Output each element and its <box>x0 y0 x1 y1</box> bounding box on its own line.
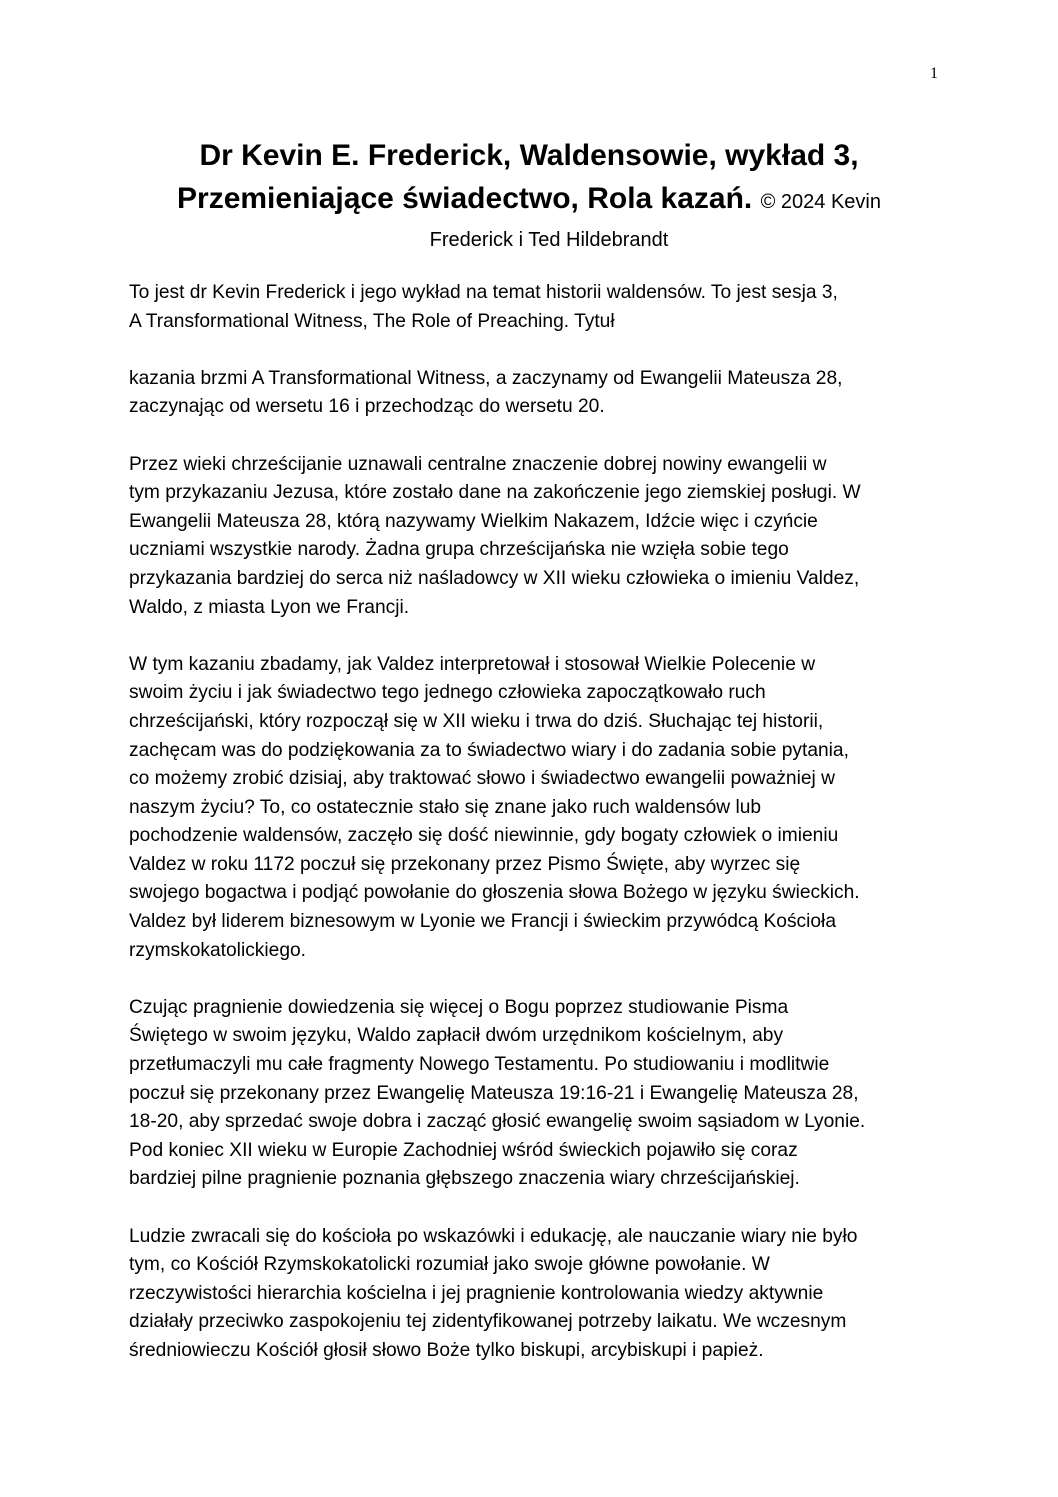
page-number: 1 <box>930 65 938 82</box>
body-text <box>129 279 949 1394</box>
text-line: co możemy zrobić dzisiaj, aby traktować słowo i świadectwo ewangelii poważniej w <box>129 768 835 790</box>
text-line: tym przykazaniu Jezusa, które zostało dane na zakończenie jego ziemskiej posługi. W <box>129 482 861 504</box>
text-line: Przez wieki chrześcijanie uznawali centralne znaczenie dobrej nowiny ewangelii w <box>129 453 827 475</box>
text-line: swojego bogactwa i podjąć powołanie do głoszenia słowa Bożego w języku świeckich. <box>129 882 860 904</box>
copyright-notice: © 2024 Kevin <box>760 191 881 213</box>
paragraph-1 <box>129 279 949 336</box>
text-line: Pod koniec XII wieku w Europie Zachodniej wśród świeckich pojawiło się coraz <box>129 1139 798 1161</box>
text-line: Czując pragnienie dowiedzenia się więcej o Bogu poprzez studiowanie Pisma <box>129 996 789 1018</box>
text-line: Ewangelii Mateusza 28, którą nazywamy Wielkim Nakazem, Idźcie więc i czyńcie <box>129 510 818 532</box>
text-line: W tym kazaniu zbadamy, jak Valdez interpretował i stosował Wielkie Polecenie w <box>129 653 816 675</box>
paragraph-4 <box>129 651 949 966</box>
text-line: pochodzenie waldensów, zaczęło się dość niewinnie, gdy bogaty człowiek o imieniu <box>129 825 839 847</box>
paragraph-2 <box>129 365 949 422</box>
text-line: przetłumaczyli mu całe fragmenty Nowego Testamentu. Po studiowaniu i modlitwie <box>129 1054 830 1076</box>
text-line: działały przeciwko zaspokojeniu tej zidentyfikowanej potrzeby laikatu. We wczesnym <box>129 1311 847 1333</box>
text-line: Valdez był liderem biznesowym w Lyonie we Francji i świeckim przywódcą Kościoła <box>129 911 836 933</box>
text-line: uczniami wszystkie narody. Żadna grupa chrześcijańska nie wzięła sobie tego <box>129 539 789 561</box>
text-line: bardziej pilne pragnienie poznania głębszego znaczenia wiary chrześcijańskiej. <box>129 1168 800 1190</box>
text-line: rzymskokatolickiego. <box>129 939 307 961</box>
text-line: swoim życiu i jak świadectwo tego jednego człowieka zapoczątkowało ruch <box>129 682 766 704</box>
text-line: zaczynając od wersetu 16 i przechodząc do wersetu 20. <box>129 396 605 418</box>
text-line: kazania brzmi A Transformational Witness, a zaczynamy od Ewangelii Mateusza 28, <box>129 367 843 389</box>
title-line-2 <box>100 177 958 224</box>
text-line: przykazania bardziej do serca niż naśladowcy w XII wieku człowieka o imieniu Valdez, <box>129 567 860 589</box>
text-line: tym, co Kościół Rzymskokatolicki rozumiał jako swoje główne powołanie. W <box>129 1254 770 1276</box>
paragraph-5 <box>129 994 949 1194</box>
text-line: naszym życiu? To, co ostatecznie stało się znane jako ruch waldensów lub <box>129 796 762 818</box>
text-line: To jest dr Kevin Frederick i jego wykład na temat historii waldensów. To jest sesja 3, <box>129 282 838 303</box>
title-line-2-text: Przemieniające świadectwo, Rola kazań. <box>177 182 753 215</box>
paragraph-3 <box>129 451 949 623</box>
text-line: A Transformational Witness, The Role of Preaching. Tytuł <box>129 310 615 332</box>
text-line: Waldo, z miasta Lyon we Francji. <box>129 596 410 618</box>
document-title <box>100 134 958 255</box>
text-line: Valdez w roku 1172 poczuł się przekonany przez Pismo Święte, aby wyrzec się <box>129 853 801 875</box>
paragraph-6 <box>129 1223 949 1366</box>
author-credit: Frederick i Ted Hildebrandt <box>429 229 669 251</box>
text-line: poczuł się przekonany przez Ewangelię Mateusza 19:16-21 i Ewangelię Mateusza 28, <box>129 1082 859 1104</box>
text-line: rzeczywistości hierarchia kościelna i jej pragnienie kontrolowania wiedzy aktywnie <box>129 1282 824 1304</box>
text-line: średniowieczu Kościół głosił słowo Boże tylko biskupi, arcybiskupi i papież. <box>129 1339 764 1361</box>
title-line-1: Dr Kevin E. Frederick, Waldensowie, wykład 3, <box>199 139 859 172</box>
text-line: zachęcam was do podziękowania za to świadectwo wiary i do zadania sobie pytania, <box>129 739 849 761</box>
text-line: chrześcijański, który rozpoczął się w XII wieku i trwa do dziś. Słuchając tej historii, <box>129 710 824 732</box>
text-line: Ludzie zwracali się do kościoła po wskazówki i edukację, ale nauczanie wiary nie było <box>129 1225 858 1247</box>
text-line: 18-20, aby sprzedać swoje dobra i zacząć głosić ewangelię swoim sąsiadom w Lyonie. <box>129 1111 866 1133</box>
text-line: Świętego w swoim języku, Waldo zapłacił dwóm urzędnikom kościelnym, aby <box>129 1025 784 1047</box>
